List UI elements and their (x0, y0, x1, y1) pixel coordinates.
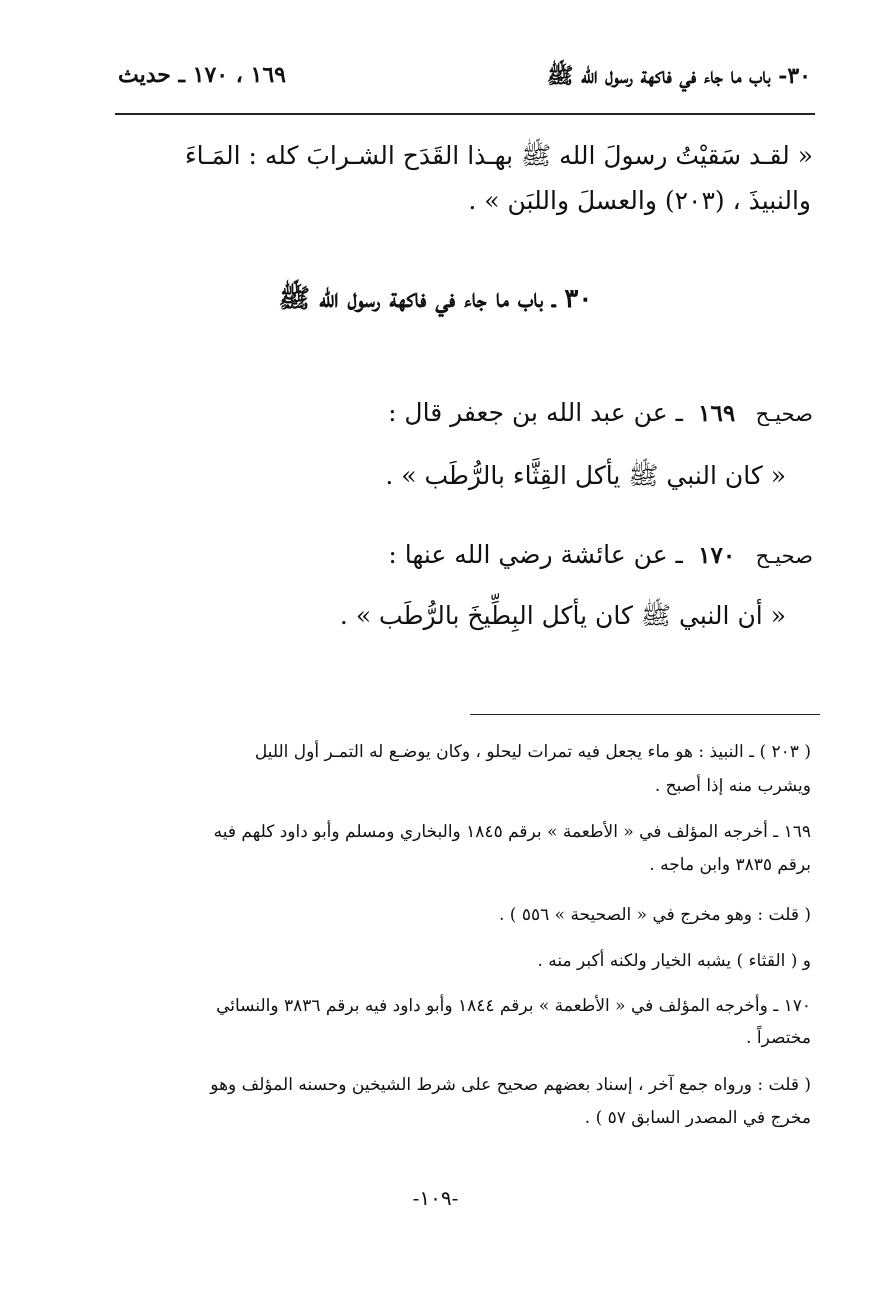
footnote-169-line-1: ١٦٩ ـ أخرجه المؤلف في « الأطعمة » برقم ١٨٤٥ والبخاري ومسلم وأبو داود كلهم فيه (213, 822, 811, 842)
hadith-intro-text: ـ عن عبد الله بن جعفر قال : (388, 398, 683, 427)
quote-line-1: « لقـد سَقيْتُ رسولَ الله ﷺ بهـذا القَدَح الشـرابَ كله : المَـاءَ (184, 141, 813, 170)
quote-line-2: والنبيذَ ، (٢٠٣) والعسلَ واللبَن » . (468, 186, 811, 215)
hadith-169-text: « كان النبي ﷺ يأكل القِثَّاء بالرُّطَب » . (385, 461, 786, 490)
hadith-170-intro (388, 540, 813, 569)
hadith-170-text: « أن النبي ﷺ كان يأكل البِطِّيخَ بالرُّطَب » . (339, 601, 786, 630)
hadith-grade: صحيـح (755, 544, 813, 568)
footnote-separator (470, 714, 820, 715)
hadith-intro-text: ـ عن عائشة رضي الله عنها : (388, 540, 683, 569)
footnote-169-line-2: برقم ٣٨٣٥ وابن ماجه . (649, 855, 811, 875)
hadith-grade: صحيـح (755, 402, 813, 426)
hadith-169-intro (388, 398, 813, 427)
footnote-169-gloss: و ( القثاء ) يشبه الخيار ولكنه أكبر منه . (537, 951, 811, 971)
chapter-title: ٣٠ ـ باب ما جاء في فاكهة رسول الله ﷺ (278, 284, 593, 314)
hadith-number: ١٧٠ (698, 542, 736, 569)
footnote-170-note-line-2: مخرج في المصدر السابق ٥٧ ) . (584, 1108, 811, 1128)
header-rule (115, 113, 815, 115)
footnote-170-note-line-1: ( قلت : ورواه جمع آخر ، إسناد بعضهم صحيح على شرط الشيخين وحسنه المؤلف وهو (210, 1075, 811, 1095)
footnote-203-line-2: ويشرب منه إذا أصبح . (654, 776, 811, 796)
footnote-170-line-2: مختصراً . (746, 1028, 811, 1048)
running-header-hadith-range: ١٦٩ ، ١٧٠ ـ حديث (118, 62, 286, 88)
running-header-chapter: ٣٠- باب ما جاء في فاكهة رسول الله ﷺ (546, 63, 811, 89)
footnote-169-note: ( قلت : وهو مخرج في « الصحيحة » ٥٥٦ ) . (498, 905, 811, 925)
hadith-number: ١٦٩ (698, 400, 736, 427)
footnote-203-line-1: ( ٢٠٣ ) ـ النبيذ : هو ماء يجعل فيه تمرات ليحلو ، وكان يوضـع له التمـر أول الليل (254, 742, 811, 762)
footnote-170-line-1: ١٧٠ ـ وأخرجه المؤلف في « الأطعمة » برقم ١٨٤٤ وأبو داود فيه برقم ٣٨٣٦ والنسائي (216, 996, 811, 1016)
page-number: -١٠٩- (412, 1186, 459, 1210)
